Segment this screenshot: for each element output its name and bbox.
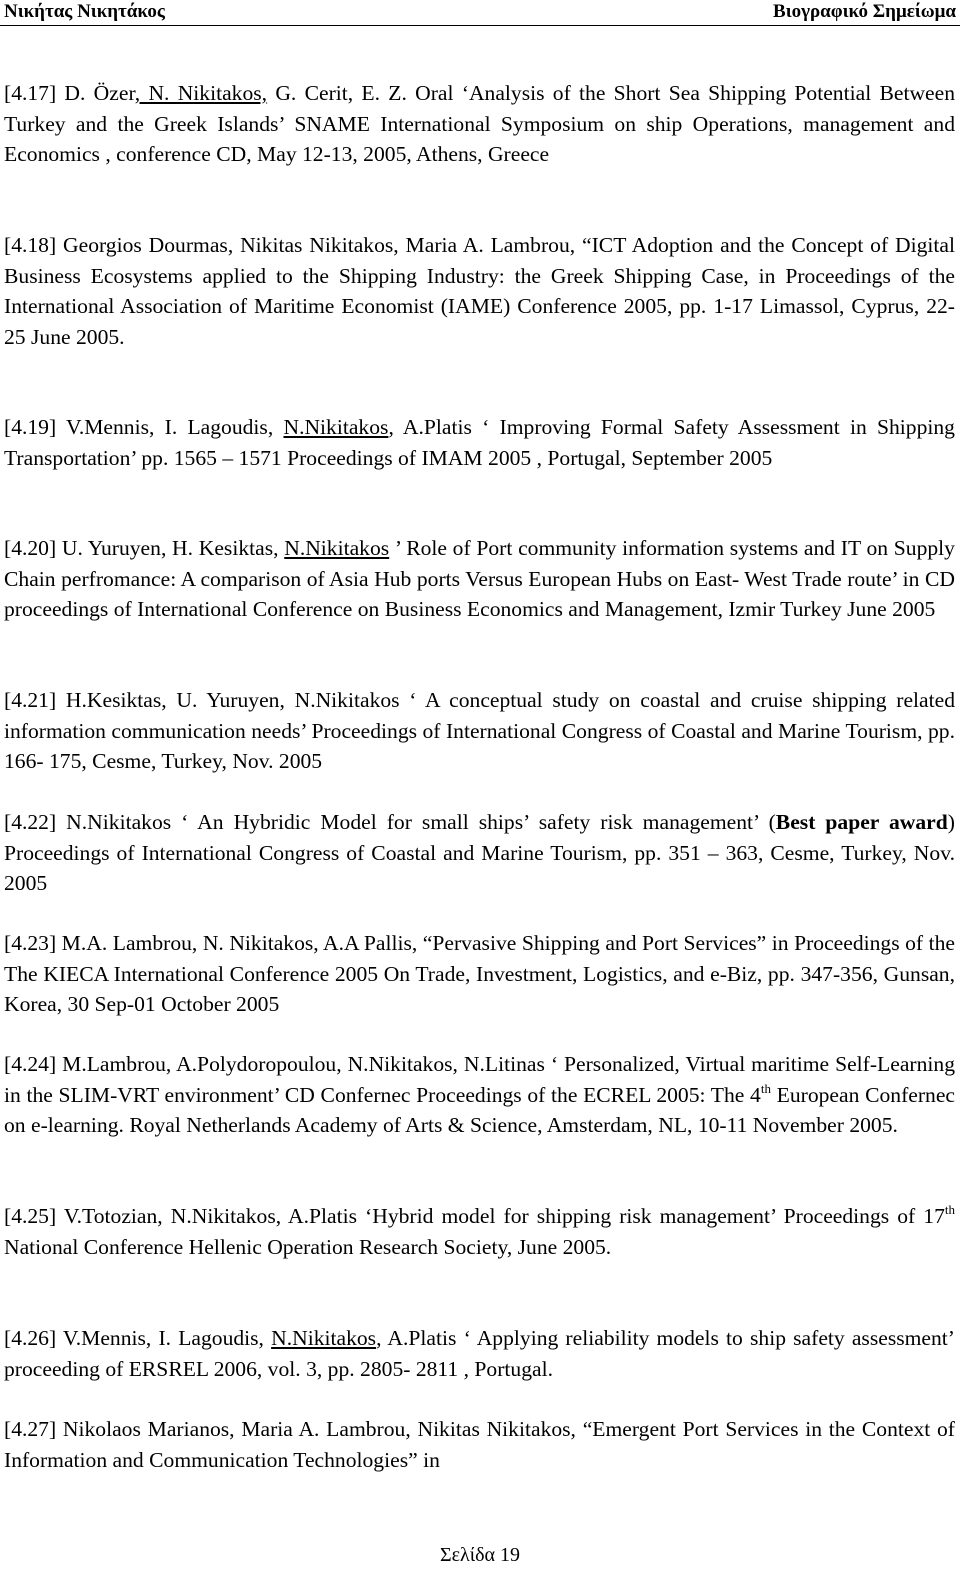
- entry-text: , A.Platis ‘ Improving Formal Safety Assessment in Shipping Transportation’ pp. 1565 – 1571 Proceedings of IMAM 2005 , Portugal, September 2005: [4, 415, 955, 470]
- entry-text: [4.18] Georgios Dourmas, Nikitas Nikitakos, Maria A. Lambrou, “ICT Adoption and the Concept of Digital Business Ecosystems applied to the Shipping Industry: the Greek Shipping Case, in Proceedings of the International Association of Maritime Economist (IAME) Conference 2005, pp. 1-17 Limassol, Cyprus, 22-25 June 2005.: [4, 233, 955, 349]
- entry-text: National Conference Hellenic Operation Research Society, June 2005.: [4, 1234, 612, 1259]
- header-doc-type: Βιογραφικό Σημείωμα: [773, 1, 956, 22]
- publication-entry: [4, 1049, 955, 1141]
- entry-text: , A.Platis ‘ Applying reliability models to ship safety assessment’ proceeding of ERSREL 2006, vol. 3, pp. 2805- 2811 , Portugal.: [4, 1326, 955, 1381]
- entry-text: [4.22] N.Nikitakos ‘ An Hybridic Model for small ships’ safety risk management’ (: [4, 810, 776, 834]
- superscript-text: th: [760, 1080, 771, 1096]
- entry-text: [4.23] M.A. Lambrou, N. Nikitakos, A.A Pallis, “Pervasive Shipping and Port Services” in Proceedings of the The KIECA International Conference 2005 On Trade, Investment, Logistics, and e-Biz, pp. 347-356, Gunsan, Korea, 30 Sep-01 October 2005: [4, 931, 955, 1017]
- entry-text: [4.26] V.Mennis, I. Lagoudis,: [4, 1326, 272, 1350]
- entry-text: ) Proceedings of International Congress of Coastal and Marine Tourism, pp. 351 – 363, Cesme, Turkey, Nov. 2005: [4, 810, 955, 896]
- entry-text: European Confernec on e-learning. Royal Netherlands Academy of Arts & Science, Amsterdam, NL, 10-11 November 2005.: [4, 1082, 955, 1138]
- entry-text: [4.20] U. Yuruyen, H. Kesiktas,: [4, 536, 285, 560]
- bold-text: Best paper award: [775, 810, 948, 834]
- publication-entry: [4, 807, 955, 899]
- publication-entry: [4, 230, 955, 352]
- entry-text: [4.17] D. Özer: [4, 81, 135, 105]
- publication-entry: [4, 412, 955, 473]
- entry-text: [4.25] V.Totozian, N.Nikitakos, A.Platis ‘Hybrid model for shipping risk management’ Proceedings of 17: [4, 1204, 945, 1228]
- page-header: [0, 0, 960, 26]
- entry-text: ’ Role of Port community information systems and IT on Supply Chain perfromance: A comparison of Asia Hub ports Versus European Hubs on East- West Trade route’ in CD proceedings of International Conference on Business Economics and Management, Izmir Turkey June 2005: [4, 536, 955, 622]
- underlined-text: N.Nikitakos: [271, 1326, 377, 1350]
- publication-entry: [4, 685, 955, 777]
- publication-entry: [4, 928, 955, 1020]
- underlined-text: N.Nikitakos: [283, 415, 389, 439]
- entry-text: [4.19] V.Mennis, I. Lagoudis,: [4, 415, 284, 439]
- publication-entry: [4, 1414, 955, 1475]
- underlined-text: N.Nikitakos: [284, 536, 390, 560]
- publication-entry: [4, 78, 955, 170]
- entry-text: G. Cerit, E. Z. Oral ‘Analysis of the Short Sea Shipping Potential Between Turkey and the Greek Islands’ SNAME International Symposium on ship Operations, management and Economics , conference CD, May 12-13, 2005, Athens, Greece: [4, 81, 955, 167]
- publication-entry: [4, 533, 955, 625]
- entry-text: [4.21] H.Kesiktas, U. Yuruyen, N.Nikitakos ‘ A conceptual study on coastal and cruise shipping related information communication needs’ Proceedings of International Congress of Coastal and Marine Tourism, pp. 166- 175, Cesme, Turkey, Nov. 2005: [4, 688, 955, 774]
- superscript-text: th: [944, 1202, 955, 1217]
- entry-text: [4.27] Nikolaos Marianos, Maria A. Lambrou, Nikitas Nikitakos, “Emergent Port Services in the Context of Information and Communication Technologies” in: [4, 1417, 955, 1472]
- page-number: Σελίδα 19: [439, 1544, 521, 1566]
- underlined-text: , N. Nikitakos,: [134, 81, 268, 105]
- header-author: Νικήτας Νικητάκος: [4, 1, 165, 22]
- entry-text: [4.24] M.Lambrou, A.Polydoropoulou, N.Nikitakos, N.Litinas ‘ Personalized, Virtual maritime Self-Learning in the SLIM-VRT environment’ CD Confernec Proceedings of the ECREL 2005: The 4: [4, 1052, 955, 1107]
- publication-entry: [4, 1201, 955, 1262]
- publication-entry: [4, 1323, 955, 1384]
